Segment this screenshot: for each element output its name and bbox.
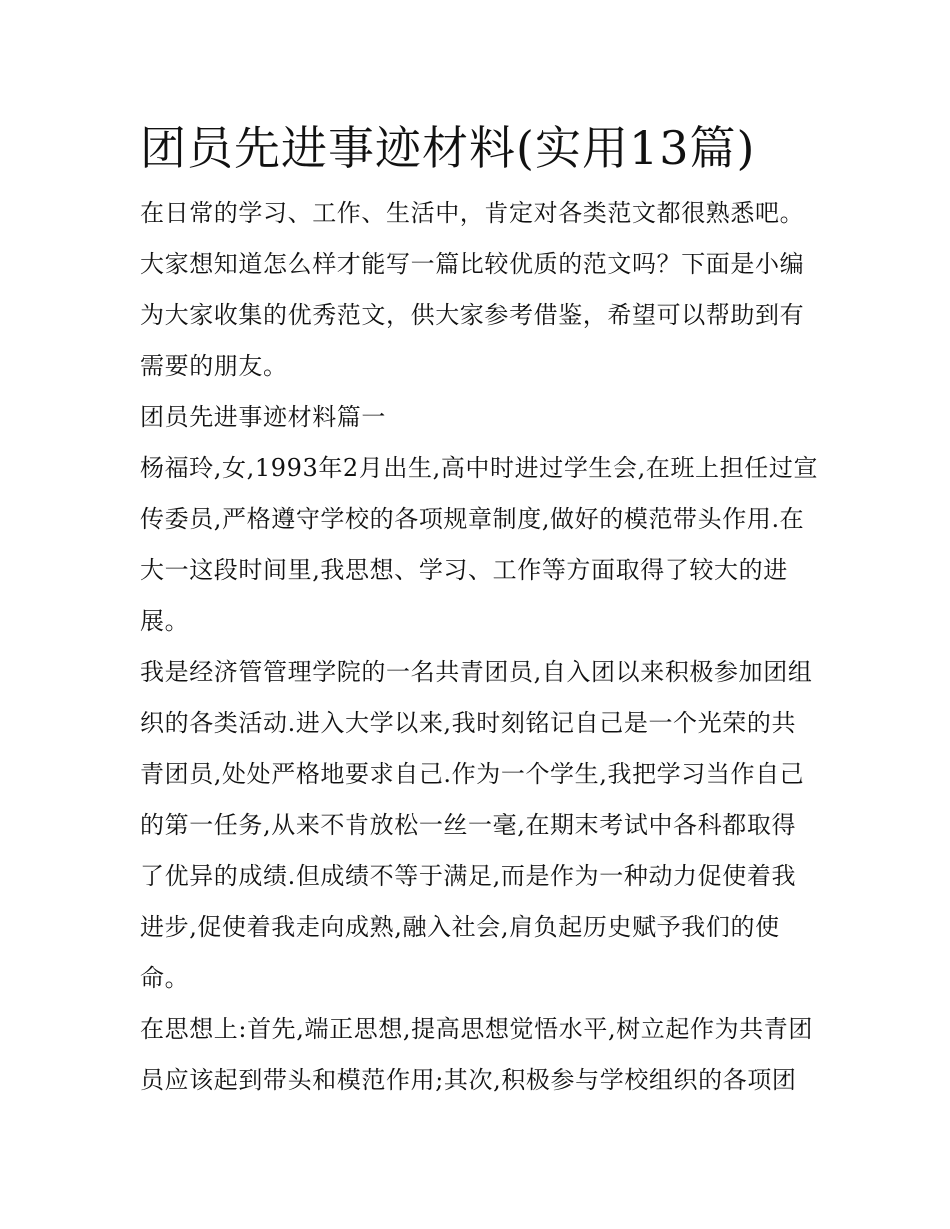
body-paragraph: 杨福玲,女,1993年2月出生,高中时进过学生会,在班上担任过宣传委员,严格遵守学校的各项规章制度,做好的模范带头作用.在大一这段时间里,我思想、学习、工作等方面取得了较大的进展。 bbox=[140, 454, 819, 635]
document-body bbox=[140, 118, 820, 1106]
body-paragraph: 在思想上:首先,端正思想,提高思想觉悟水平,树立起作为共青团员应该起到带头和模范作用;其次,积极参与学校组织的各项团 bbox=[140, 1015, 813, 1094]
body-paragraph: 我是经济管管理学院的一名共青团员,自入团以来积极参加团组织的各类活动.进入大学以来,我时刻铭记自己是一个光荣的共青团员,处处严格地要求自己.作为一个学生,我把学习当作自己的第一任务,从来不肯放松一丝一毫,在期末考试中各科都取得了优异的成绩.但成绩不等于满足,而是作为一种动力促使着我进步,促使着我走向成熟,融入社会,肩负起历史赋予我们的使命。 bbox=[140, 658, 813, 992]
section-heading: 团员先进事迹材料篇一 bbox=[140, 403, 386, 431]
intro-paragraph: 在日常的学习、工作、生活中，肯定对各类范文都很熟悉吧。大家想知道怎么样才能写一篇比较优质的范文吗？下面是小编为大家收集的优秀范文，供大家参考借鉴，希望可以帮助到有需要的朋友。 bbox=[140, 199, 805, 380]
document-title: 团员先进事迹材料(实用13篇) bbox=[140, 121, 756, 175]
